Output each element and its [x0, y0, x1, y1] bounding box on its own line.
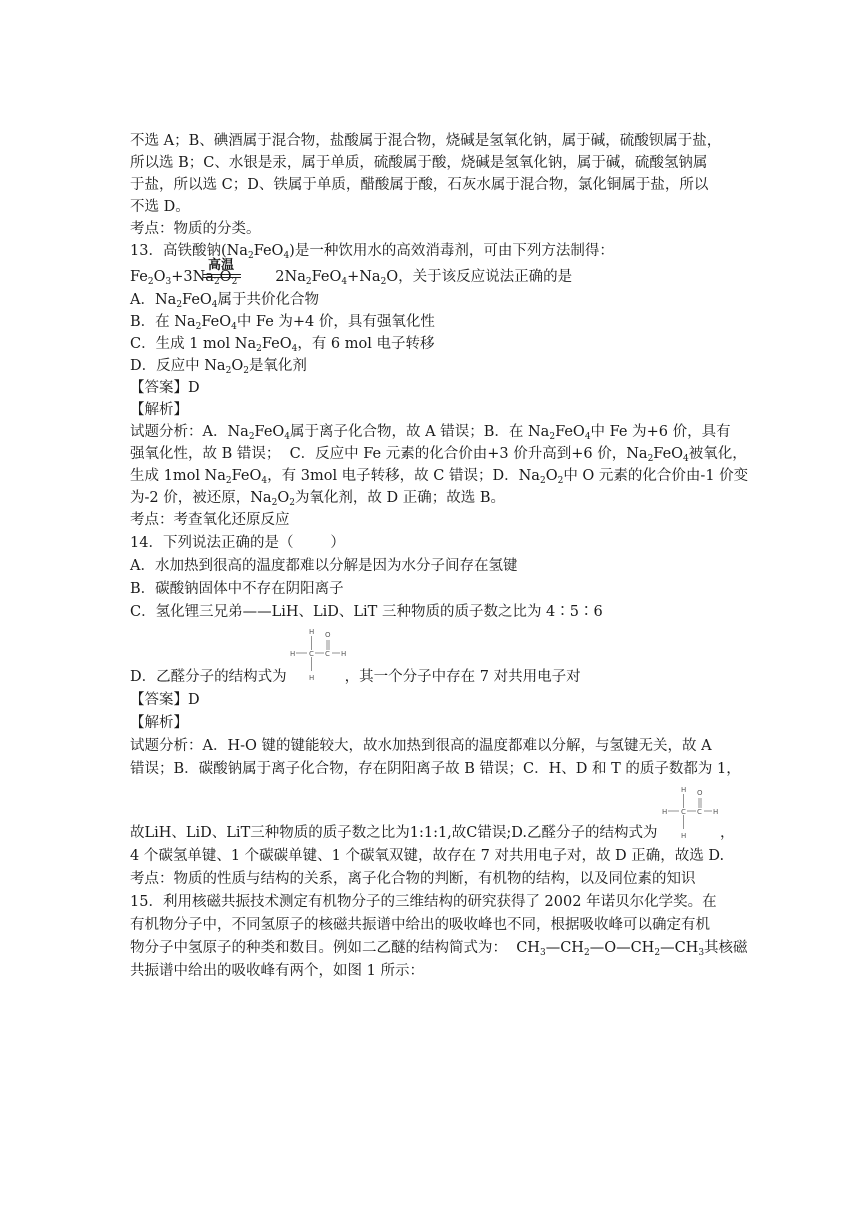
answer-13: 【答案】D	[130, 380, 200, 396]
svg-text:C: C	[697, 808, 702, 816]
answer-14: 【答案】D	[130, 692, 200, 708]
option-c: C．生成 1 mol $Na_2FeO_4$，有 6 mol 电子转移	[130, 336, 435, 354]
question-15: 15．利用核磁共振技术测定有机物分子的三维结构的研究获得了 2002 年诺贝尔化学奖。在	[130, 894, 717, 910]
text-line: 所以选 B；C、水银是汞，属于单质，硫酸属于酸，烧碱是氢氧化钠，属于碱，硫酸氢钠属	[130, 155, 708, 171]
reaction-condition: 高温	[208, 258, 235, 273]
option-b: B．在 $Na_2FeO_4$中 Fe 为+4 价，具有强氧化性	[130, 314, 435, 332]
option-d: D．反应中 $Na_2O_2$是氧化剂	[130, 358, 307, 376]
analysis-13-line: 为-2 价，被还原，$Na_2O_2$为氧化剂，故 D 正确；故选 B。	[130, 490, 506, 508]
svg-text:H: H	[662, 808, 668, 816]
svg-text:H: H	[341, 650, 347, 658]
option-c: C．氢化锂三兄弟——LiH、LiD、LiT 三种物质的质子数之比为 4∶5∶6	[130, 604, 603, 620]
text-line: 于盐，所以选 C；D、铁属于单质，醋酸属于酸，石灰水属于混合物，氯化铜属于盐，所以	[130, 177, 709, 193]
kaodian-13: 考点：考查氧化还原反应	[130, 512, 290, 528]
svg-text:H: H	[681, 832, 687, 840]
option-d: D．乙醛分子的结构式为 ，其一个分子中存在 7 对共用电子对	[130, 669, 581, 685]
reaction-equation: $Fe_2O_3+3Na_2O_2$ $2Na_2FeO_4+Na_2O$，关于该反应说法正确的是	[130, 269, 573, 287]
svg-text:H: H	[681, 786, 687, 794]
option-a: A．$Na_2FeO_4$属于共价化合物	[130, 292, 320, 310]
analysis-13-line: 强氧化性，故 B 错误； C．反应中 Fe 元素的化合价由+3 价升高到+6 价，$Na_2FeO_4$被氧化，	[130, 446, 747, 464]
svg-text:C: C	[681, 808, 686, 816]
analysis-13-line: 生成 1mol $Na_2FeO_4$，有 3mol 电子转移，故 C 错误；D．$Na_2O_2$中 O 元素的化合价由-1 价变	[130, 468, 749, 486]
svg-text:O: O	[325, 631, 331, 639]
svg-text:H: H	[309, 628, 315, 636]
question-15-line: 共振谱中给出的吸收峰有两个，如图 1 所示：	[130, 963, 424, 979]
analysis-14-line: 试题分析：A．H-O 键的键能较大，故水加热到很高的温度都难以分解，与氢键无关，故 A	[130, 738, 712, 754]
option-a: A．水加热到很高的温度都难以分解是因为水分子间存在氢键	[130, 558, 518, 574]
svg-text:C: C	[309, 650, 314, 658]
analysis-14-line: 4 个碳氢单键、1 个碳碳单键、1 个碳氧双键，故存在 7 对共用电子对，故 D 正确，故选 D.	[130, 848, 725, 864]
svg-text:O: O	[697, 789, 703, 797]
svg-text:H: H	[713, 808, 719, 816]
kaodian-14: 考点：物质的性质与结构的关系，离子化合物的判断，有机物的结构，以及同位素的知识	[130, 871, 696, 887]
kaodian-12: 考点：物质的分类。	[130, 221, 261, 237]
analysis-heading-14: 【解析】	[130, 715, 188, 731]
analysis-14-line: 故LiH、LiD、LiT三种物质的质子数之比为1:1:1,故C错误;D.乙醛分子的结构式为 ，	[130, 825, 735, 841]
svg-text:H: H	[309, 674, 315, 682]
analysis-13-line: 试题分析：A．$Na_2FeO_4$属于离子化合物，故 A 错误；B．在 $Na_2FeO_4$中 Fe 为+6 价，具有	[130, 424, 731, 442]
analysis-14-line: 错误；B．碳酸钠属于离子化合物，存在阴阳离子故 B 错误；C．H、D 和 T 的质子数都为 1，	[130, 761, 741, 777]
svg-text:C: C	[325, 650, 330, 658]
text-line: 不选 D。	[130, 199, 190, 215]
option-b: B．碳酸钠固体中不存在阴阳离子	[130, 581, 344, 597]
acetaldehyde-structure-analysis	[662, 784, 722, 840]
question-15-line: 有机物分子中，不同氢原子的核磁共振谱中给出的吸收峰也不同，根据吸收峰可以确定有机	[130, 917, 710, 933]
question-13: 13．高铁酸钠$(Na_2FeO_4)$是一种饮用水的高效消毒剂，可由下列方法制得：	[130, 243, 614, 261]
text-line: 不选 A；B、碘酒属于混合物，盐酸属于混合物，烧碱是氢氧化钠，属于碱，硫酸钡属于盐，	[130, 133, 722, 149]
question-15-line: 物分子中氢原子的种类和数目。例如二乙醚的结构简式为： $CH_3—CH_2—O—CH_2—CH_3$其核磁	[130, 940, 748, 958]
analysis-heading-13: 【解析】	[130, 402, 188, 418]
svg-text:H: H	[290, 650, 296, 658]
question-14: 14．下列说法正确的是（ ）	[130, 535, 345, 551]
